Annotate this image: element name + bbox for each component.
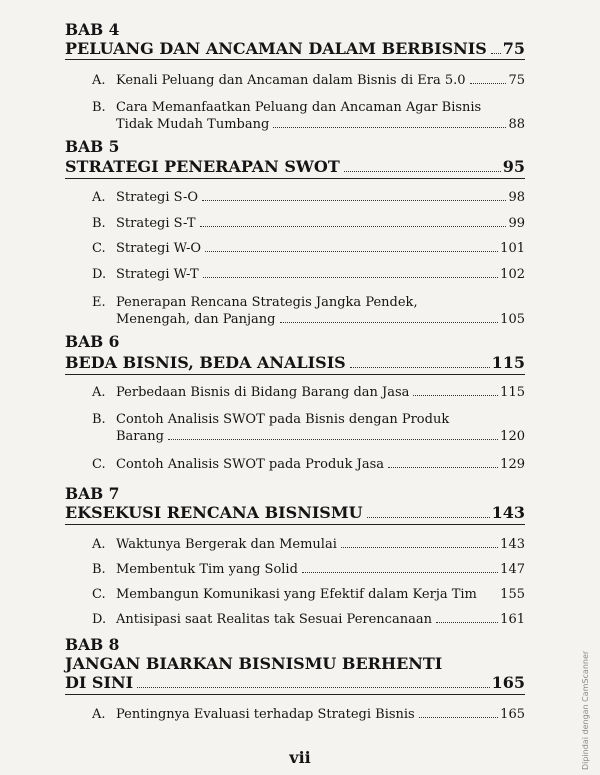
chapter-label: BAB 6	[65, 332, 120, 351]
chapter-page: 115	[491, 353, 525, 372]
dot-leader	[273, 127, 506, 128]
entry-text: Perbedaan Bisnis di Bidang Barang dan Jasa	[116, 385, 410, 400]
toc-entry	[92, 611, 525, 628]
entry-text: Cara Memanfaatkan Peluang dan Ancaman Agar Bisnis	[116, 100, 482, 115]
entry-letter: A.	[92, 385, 106, 400]
entry-letter: A.	[92, 537, 106, 552]
entry-text: Strategi S-O	[116, 190, 199, 205]
entry-text: Membangun Komunikasi yang Efektif dalam Kerja Tim	[116, 587, 477, 602]
entry-page: 101	[500, 241, 525, 256]
entry-text: Contoh Analisis SWOT pada Bisnis dengan Produk	[116, 412, 450, 427]
entry-page: 155	[500, 587, 525, 602]
chapter-title: JANGAN BIARKAN BISNISMU BERHENTI	[65, 654, 443, 673]
chapter-rule	[65, 694, 525, 695]
toc-entry	[92, 384, 525, 401]
chapter-label: BAB 7	[65, 484, 120, 503]
entry-page: 88	[508, 117, 525, 132]
chapter-title: BEDA BISNIS, BEDA ANALISIS	[65, 353, 346, 372]
entry-text-cont: Tidak Mudah Tumbang	[116, 117, 270, 132]
dot-leader	[137, 687, 490, 688]
chapter-title: EKSEKUSI RENCANA BISNISMU	[65, 503, 363, 522]
dot-leader	[436, 622, 498, 623]
entry-text: Penerapan Rencana Strategis Jangka Pendek,	[116, 295, 418, 310]
entry-page: 120	[500, 429, 525, 444]
dot-leader	[419, 717, 498, 718]
dot-leader	[203, 277, 499, 278]
dot-leader	[367, 517, 490, 518]
entry-text: Strategi W-O	[116, 241, 202, 256]
entry-page: 75	[508, 73, 525, 88]
toc-entry	[92, 536, 525, 553]
chapter-rule	[65, 524, 525, 525]
toc-entry	[92, 456, 525, 473]
toc-entry	[92, 706, 525, 723]
toc-entry	[92, 586, 525, 603]
chapter-rule	[65, 59, 525, 60]
chapter-title-row	[65, 353, 525, 372]
entry-text: Waktunya Bergerak dan Memulai	[116, 537, 337, 552]
toc-entry	[92, 240, 525, 257]
toc-entry	[92, 561, 525, 578]
entry-text: Membentuk Tim yang Solid	[116, 562, 298, 577]
entry-page: 143	[500, 537, 525, 552]
toc-entry	[92, 411, 525, 445]
entry-letter: A.	[92, 73, 106, 88]
entry-page: 98	[508, 190, 525, 205]
dot-leader	[491, 53, 501, 54]
chapter-label: BAB 8	[65, 635, 120, 654]
chapter-page: 165	[491, 673, 525, 692]
entry-page: 105	[500, 312, 525, 327]
entry-letter: C.	[92, 457, 106, 472]
chapter-title-row	[65, 39, 525, 58]
chapter-page: 143	[491, 503, 525, 522]
entry-letter: A.	[92, 190, 106, 205]
toc-entry	[92, 215, 525, 232]
entry-letter: B.	[92, 100, 106, 115]
chapter-rule	[65, 374, 525, 375]
dot-leader	[202, 200, 506, 201]
chapter-title-row	[65, 157, 525, 176]
chapter-label: BAB 5	[65, 137, 120, 156]
entry-letter: C.	[92, 241, 106, 256]
dot-leader	[344, 171, 501, 172]
dot-leader	[350, 367, 490, 368]
entry-text-cont: Barang	[116, 429, 164, 444]
entry-letter: A.	[92, 707, 106, 722]
dot-leader	[280, 322, 499, 323]
chapter-page: 95	[502, 157, 525, 176]
chapter-title-row	[65, 503, 525, 522]
chapter-rule	[65, 178, 525, 179]
entry-page: 129	[500, 457, 525, 472]
chapter-label: BAB 4	[65, 20, 120, 39]
entry-page: 161	[500, 612, 525, 627]
toc-entry	[92, 99, 525, 133]
entry-letter: B.	[92, 412, 106, 427]
dot-leader	[341, 547, 498, 548]
toc-entry	[92, 294, 525, 328]
page-number: vii	[289, 748, 311, 767]
chapter-title: STRATEGI PENERAPAN SWOT	[65, 157, 340, 176]
entry-text: Strategi W-T	[116, 267, 199, 282]
scanner-watermark: Dipindai dengan CamScanner	[581, 650, 590, 770]
chapter-page: 75	[502, 39, 525, 58]
dot-leader	[200, 226, 507, 227]
entry-page: 165	[500, 707, 525, 722]
toc-entry	[92, 189, 525, 206]
entry-text: Pentingnya Evaluasi terhadap Strategi Bisnis	[116, 707, 415, 722]
entry-text: Strategi S-T	[116, 216, 196, 231]
dot-leader	[205, 251, 498, 252]
dot-leader	[388, 467, 498, 468]
toc-entry	[92, 266, 525, 283]
toc-entry	[92, 72, 525, 89]
entry-letter: B.	[92, 562, 106, 577]
entry-letter: D.	[92, 267, 107, 282]
entry-text: Kenali Peluang dan Ancaman dalam Bisnis di Era 5.0	[116, 73, 466, 88]
entry-text-cont: Menengah, dan Panjang	[116, 312, 276, 327]
entry-letter: C.	[92, 587, 106, 602]
entry-text: Contoh Analisis SWOT pada Produk Jasa	[116, 457, 385, 472]
entry-page: 147	[500, 562, 525, 577]
dot-leader	[302, 572, 498, 573]
entry-text: Antisipasi saat Realitas tak Sesuai Perencanaan	[116, 612, 432, 627]
dot-leader	[168, 439, 498, 440]
entry-letter: E.	[92, 295, 106, 310]
entry-letter: D.	[92, 612, 107, 627]
entry-page: 115	[500, 385, 525, 400]
chapter-title-block	[65, 654, 525, 692]
dot-leader	[470, 83, 507, 84]
dot-leader	[413, 395, 498, 396]
entry-page: 102	[500, 267, 525, 282]
chapter-title-cont: DI SINI	[65, 673, 134, 692]
chapter-title: PELUANG DAN ANCAMAN DALAM BERBISNIS	[65, 39, 487, 58]
entry-page: 99	[508, 216, 525, 231]
entry-letter: B.	[92, 216, 106, 231]
